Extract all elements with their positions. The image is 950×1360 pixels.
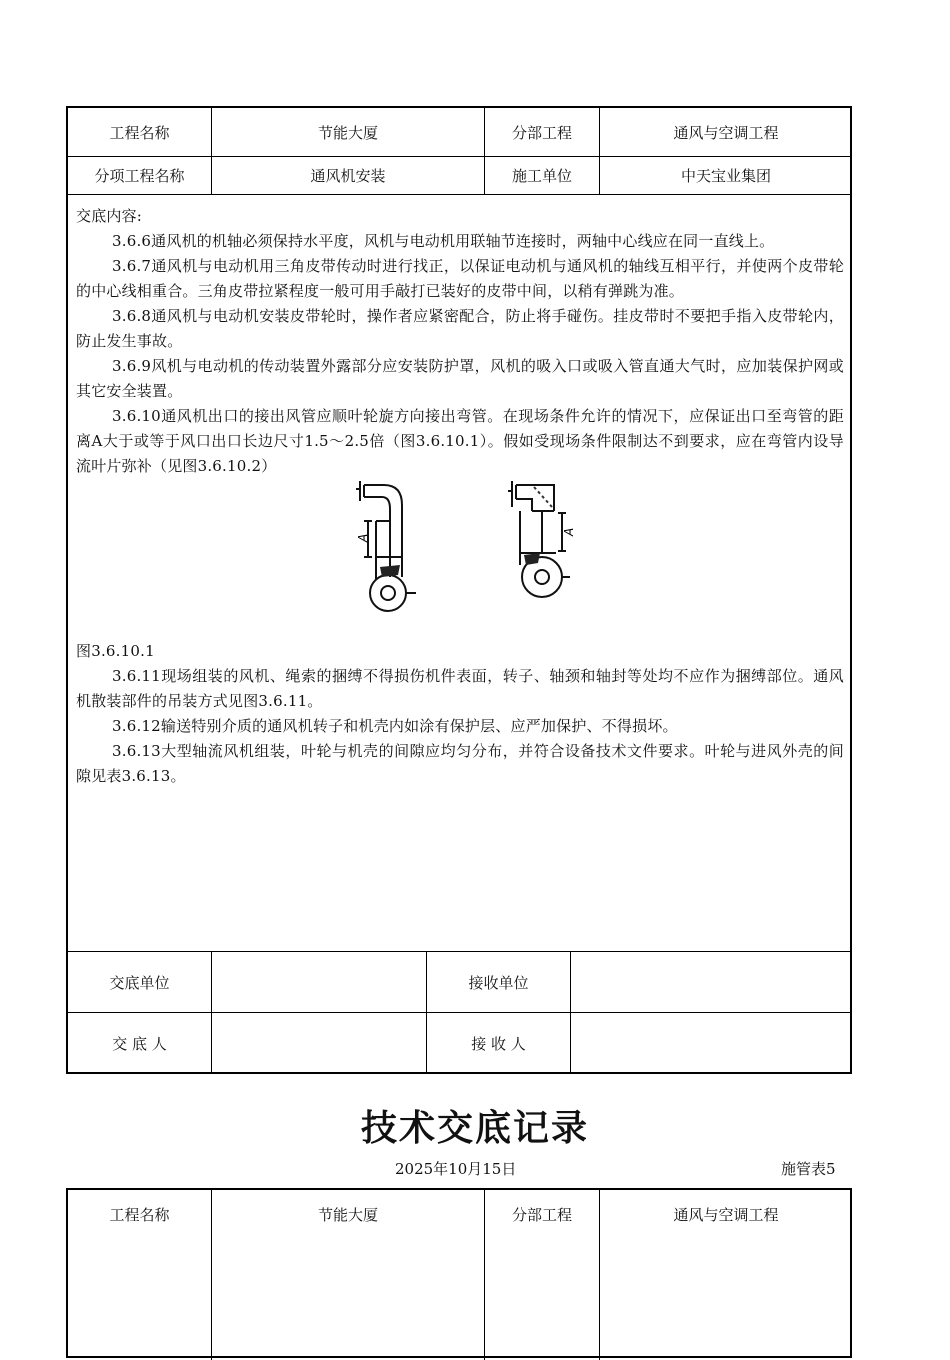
receiver-unit-field[interactable] [571,952,852,1012]
form-number: 施管表5 [781,1160,836,1178]
project-name-value: 节能大厦 [317,1205,378,1224]
division-value: 通风与空调工程 [673,123,779,142]
record-date: 2025年10月15日 [395,1160,517,1178]
division-value: 通风与空调工程 [673,1205,779,1224]
figure-dimension-a-right: A [562,527,576,536]
receiver-unit-label: 接收单位 [468,973,529,992]
issuer-person-field[interactable] [212,1013,426,1073]
disclosure-content [76,204,844,789]
contractor-label: 施工单位 [511,167,572,185]
clause-3-6-7: 3.6.7通风机与电动机用三角皮带传动时进行找正，以保证电动机与通风机的轴线互相平行，并使两个皮带轮的中心线相重合。三角皮带拉紧程度一般可用手敲打已装好的皮带中间，以稍有弹跳为准。 [76,257,844,300]
division-label: 分部工程 [511,1205,572,1224]
clause-3-6-12: 3.6.12输送特别介质的通风机转子和机壳内如涂有保护层、应严加保护、不得损坏。 [112,717,678,735]
fan-outlet-figure [76,479,844,639]
project-name-value: 节能大厦 [317,123,378,142]
clause-3-6-8: 3.6.8通风机与电动机安装皮带轮时，操作者应紧密配合，防止将手碰伤。挂皮带时不要把手指入皮带轮内，防止发生事故。 [76,307,844,350]
record-sheet-next [66,1188,852,1358]
receiver-person-label: 接 收 人 [471,1034,526,1053]
issuer-unit-label: 交底单位 [109,973,170,992]
subitem-label: 分项工程名称 [94,167,185,185]
row-divider [68,194,850,195]
division-label: 分部工程 [511,123,572,142]
clause-3-6-9: 3.6.9风机与电动机的传动装置外露部分应安装防护罩，风机的吸入口或吸入管直通大气时，应加装保护网或其它安全装置。 [76,357,844,400]
fan-elbow-drawing-left [354,481,434,617]
clause-3-6-6: 3.6.6通风机的机轴必须保持水平度，风机与电动机用联轴节连接时，两轴中心线应在同一直线上。 [112,232,775,250]
contractor-value: 中天宝业集团 [680,167,771,185]
content-lead: 交底内容: [76,207,143,225]
page-title: 技术交底记录 [360,1108,589,1149]
fan-elbow-drawing-right [506,481,596,617]
project-name-label: 工程名称 [109,123,170,142]
figure-caption: 图3.6.10.1 [76,642,155,660]
receiver-person-field[interactable] [571,1013,852,1073]
clause-3-6-11: 3.6.11现场组装的风机、绳索的捆缚不得损伤机件表面，转子、轴颈和轴封等处均不应作为捆缚部位。通风机散装部件的吊装方式见图3.6.11。 [76,667,844,710]
record-sheet [66,106,852,1074]
clause-3-6-10: 3.6.10通风机出口的接出风管应顺叶轮旋方向接出弯管。在现场条件允许的情况下，应保证出口至弯管的距离A大于或等于风口出口长边尺寸1.5～2.5倍（图3.6.10.1）。假如受现场条件限制达不到要求，应在弯管内设导流叶片弥补（见图3.6.10.2） [76,407,844,475]
issuer-person-label: 交 底 人 [112,1034,167,1053]
figure-dimension-a-left: A [356,533,370,542]
issuer-unit-field[interactable] [212,952,426,1012]
project-name-label: 工程名称 [109,1205,170,1224]
clause-3-6-13: 3.6.13大型轴流风机组装，叶轮与机壳的间隙应均匀分布，并符合设备技术文件要求。叶轮与进风外壳的间隙见表3.6.13。 [76,742,844,785]
subitem-value: 通风机安装 [310,167,386,185]
